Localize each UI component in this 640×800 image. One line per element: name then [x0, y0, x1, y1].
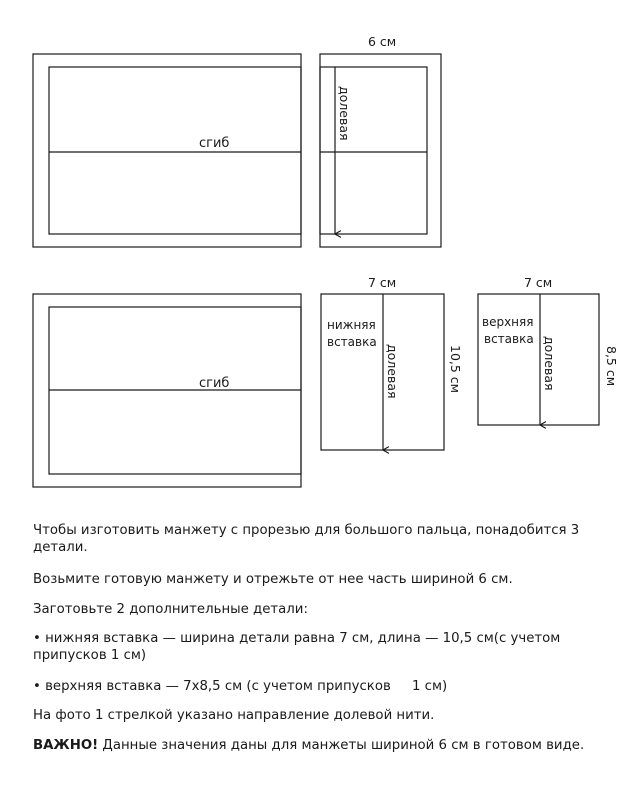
cut-strip-grain-label: долевая: [337, 86, 352, 141]
cuff-top-fold-label: сгиб: [199, 136, 230, 151]
lower-insert-name-2: вставка: [327, 335, 377, 349]
upper-insert-grain-label: долевая: [542, 336, 557, 391]
upper-insert: [478, 275, 619, 425]
important-label: ВАЖНО!: [33, 738, 99, 753]
lower-insert-height-label: 10,5 см: [448, 345, 463, 394]
intro-text: Чтобы изготовить манжету с прорезью для большого пальца, понадобится 3 детали.: [33, 523, 580, 555]
step-prepare-text: Заготовьте 2 дополнительные детали:: [33, 602, 308, 617]
important-note: [33, 737, 623, 754]
upper-insert-bullet: [33, 678, 623, 695]
important-text: Данные значения даны для манжеты шириной 6 см в готовом виде.: [98, 738, 585, 753]
upper-insert-name-2: вставка: [484, 332, 534, 346]
cut-strip: [320, 34, 441, 247]
upper-insert-name-1: верхняя: [482, 315, 534, 329]
step-cut-text: Возьмите готовую манжету и отрежьте от нее часть шириной 6 см.: [33, 572, 513, 587]
upper-insert-height-label: 8,5 см: [604, 346, 619, 387]
cut-strip-width-label: 6 см: [368, 34, 397, 49]
grain-note-paragraph: [33, 707, 623, 724]
upper-insert-bullet-text: • верхняя вставка — 7х8,5 см (с учетом припусков 1 см): [33, 679, 448, 694]
lower-insert-grain-label: долевая: [385, 344, 400, 399]
cuff-top: [33, 54, 301, 247]
grain-note-text: На фото 1 стрелкой указано направление долевой нити.: [33, 708, 435, 723]
step-cut-paragraph: [33, 571, 623, 588]
lower-insert-width-label: 7 см: [368, 275, 397, 290]
cuff-bottom: [33, 294, 301, 487]
upper-insert-rect: [478, 294, 599, 425]
lower-insert-name-1: нижняя: [327, 318, 376, 332]
cut-strip-inner: [320, 67, 427, 234]
upper-insert-width-label: 7 см: [524, 275, 553, 290]
cuff-top-inner: [49, 67, 301, 234]
lower-insert: [321, 275, 463, 450]
intro-paragraph: [33, 522, 623, 556]
important-note-paragraph: [33, 737, 623, 754]
cuff-top-outer: [33, 54, 301, 247]
cut-strip-outer: [320, 54, 441, 247]
lower-insert-bullet-text: • нижняя вставка — ширина детали равна 7 см, длина — 10,5 см(с учетом припусков 1 см): [33, 631, 561, 663]
step-prepare-paragraph: [33, 601, 623, 618]
lower-insert-bullet: [33, 630, 623, 664]
cuff-bottom-fold-label: сгиб: [199, 376, 230, 391]
